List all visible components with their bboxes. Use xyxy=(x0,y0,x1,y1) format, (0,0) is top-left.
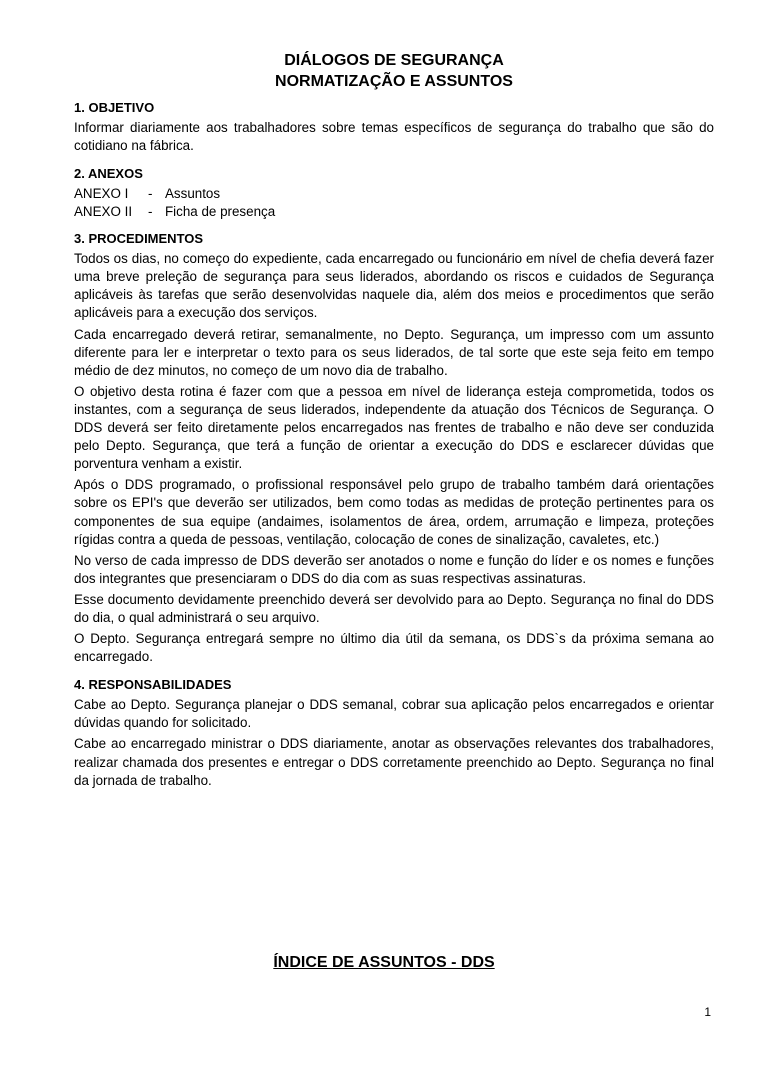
page-number: 1 xyxy=(704,1005,711,1019)
procedimentos-paragraph: Todos os dias, no começo do expediente, cada encarregado ou funcionário em nível de chefia deverá fazer uma breve preleção de segurança para seus liderados, abordando os riscos e cuidados de Segurança aplicáveis às tarefas que serão desenvolvidas naquele dia, além dos meios e procedimentos que serão aplicáveis para a execução dos serviços. xyxy=(74,251,714,321)
procedimentos-paragraph: Cada encarregado deverá retirar, semanalmente, no Depto. Segurança, um impresso com um assunto diferente para ler e interpretar o texto para os seus liderados, de tal sorte que este seja feito em tempo médio de dez minutos, no começo de um novo dia de trabalho. xyxy=(74,326,714,378)
annex-item xyxy=(74,185,714,203)
annex-text: Assuntos xyxy=(165,186,221,202)
document-page xyxy=(74,50,714,793)
annex-text: Ficha de presença xyxy=(165,203,276,219)
annex-label: ANEXO II xyxy=(74,203,133,219)
annex-item xyxy=(74,203,714,221)
section-heading-responsabilidades: 4. RESPONSABILIDADES xyxy=(74,677,232,693)
annex-label: ANEXO I xyxy=(74,186,129,202)
section-heading-procedimentos: 3. PROCEDIMENTOS xyxy=(74,231,204,247)
annex-separator: - xyxy=(148,203,153,219)
title-line-2: NORMATIZAÇÃO E ASSUNTOS xyxy=(275,73,513,90)
procedimentos-paragraph: O Depto. Segurança entregará sempre no último dia útil da semana, os DDS`s da próxima semana ao encarregado. xyxy=(74,631,714,665)
responsabilidades-paragraph: Cabe ao Depto. Segurança planejar o DDS semanal, cobrar sua aplicação pelos encarregados e orientar dúvidas quando for solicitado. xyxy=(74,697,714,731)
procedimentos-paragraph: Após o DDS programado, o profissional responsável pelo grupo de trabalho também dará orientações sobre os EPI's que deverão ser utilizados, bem como todas as medidas de proteção pertinentes para os componentes de sua equipe (andaimes, isolamentos de área, ordem, arrumação e limpeza, proteções rígidas contra a queda de pessoas, ventilação, colocação de cones de sinalização, cavaletes, etc.) xyxy=(74,477,714,547)
procedimentos-paragraph: O objetivo desta rotina é fazer com que a pessoa em nível de liderança esteja comprometida, todos os instantes, com a segurança de seus liderados, independente da atuação dos Técnicos de Segurança. O DDS deverá ser feito diretamente pelos encarregados nas frentes de trabalho e não deve ser conduzida pelo Depto. Segurança, que terá a função de orientar a execução do DDS e esclarecer dúvidas que porventura venham a existir. xyxy=(74,383,714,472)
procedimentos-paragraph: Esse documento devidamente preenchido deverá ser devolvido para ao Depto. Segurança no final do DDS do dia, o qual administrará o seu arquivo. xyxy=(74,591,714,625)
title-line-1: DIÁLOGOS DE SEGURANÇA xyxy=(284,52,504,69)
index-title-text: ÍNDICE DE ASSUNTOS - DDS xyxy=(273,954,495,971)
section-heading-objetivo: 1. OBJETIVO xyxy=(74,100,155,115)
section-heading-anexos: 2. ANEXOS xyxy=(74,166,143,182)
document-title xyxy=(74,50,714,92)
objetivo-paragraph: Informar diariamente aos trabalhadores sobre temas específicos de segurança do trabalho que são do cotidiano na fábrica. xyxy=(74,120,714,154)
annex-separator: - xyxy=(148,186,153,202)
index-title xyxy=(0,954,768,972)
procedimentos-paragraph: No verso de cada impresso de DDS deverão ser anotados o nome e função do líder e os nomes e funções dos integrantes que presenciaram o DDS do dia com as suas respectivas assinaturas. xyxy=(74,552,714,586)
responsabilidades-paragraph: Cabe ao encarregado ministrar o DDS diariamente, anotar as observações relevantes dos trabalhadores, realizar chamada dos presentes e entregar o DDS corretamente preenchido ao Depto. Segurança no final da jornada de trabalho. xyxy=(74,736,714,788)
